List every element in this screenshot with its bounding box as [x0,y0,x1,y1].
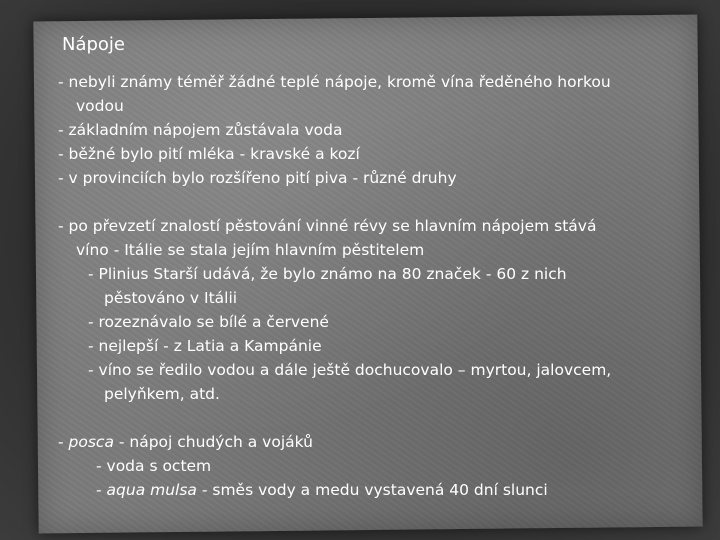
bullet-line: - běžné bylo pití mléka - kravské a kozí [58,145,360,163]
sub-bullet-line: - víno se ředilo vodou a dále ještě dochucovalo – myrtou, jalovcem, [88,361,612,379]
sub-bullet-line: - nejlepší - z Latia a Kampánie [88,337,322,355]
bullet-prefix: - [96,481,107,499]
sub-bullet-line: - rozeznávalo se bílé a červené [88,313,329,331]
sub-bullet-continuation: pěstováno v Itálii [104,289,238,307]
bullet-continuation: vodou [76,97,124,115]
aqua-mulsa-description: - směs vody a medu vystavená 40 dní slunci [196,481,548,499]
bullet-line: - po převzetí znalostí pěstování vinné révy se hlavním nápojem stává [58,217,597,235]
sub-bullet-line: - Plinius Starší udává, že bylo známo na 80 značek - 60 z nich [88,265,567,283]
bullet-line-posca [58,432,313,452]
bullet-line: - nebyli známy téměř žádné teplé nápoje, kromě vína ředěného horkou [58,73,611,91]
term-posca: posca [68,433,114,451]
posca-description: - nápoj chudých a vojáků [113,433,313,451]
bullet-prefix: - [58,433,69,451]
sub-bullet-continuation: pelyňkem, atd. [104,385,220,403]
bullet-line: - v provinciích bylo rozšířeno pití piva - různé druhy [58,169,457,187]
page-title: Nápoje [62,34,126,55]
term-aqua-mulsa: aqua mulsa [106,481,197,499]
bullet-line-aqua-mulsa [96,480,548,500]
sub-bullet-line: - voda s octem [96,457,212,475]
bullet-continuation: víno - Itálie se stala jejím hlavním pěstitelem [76,241,425,259]
bullet-line: - základním nápojem zůstávala voda [58,121,343,139]
